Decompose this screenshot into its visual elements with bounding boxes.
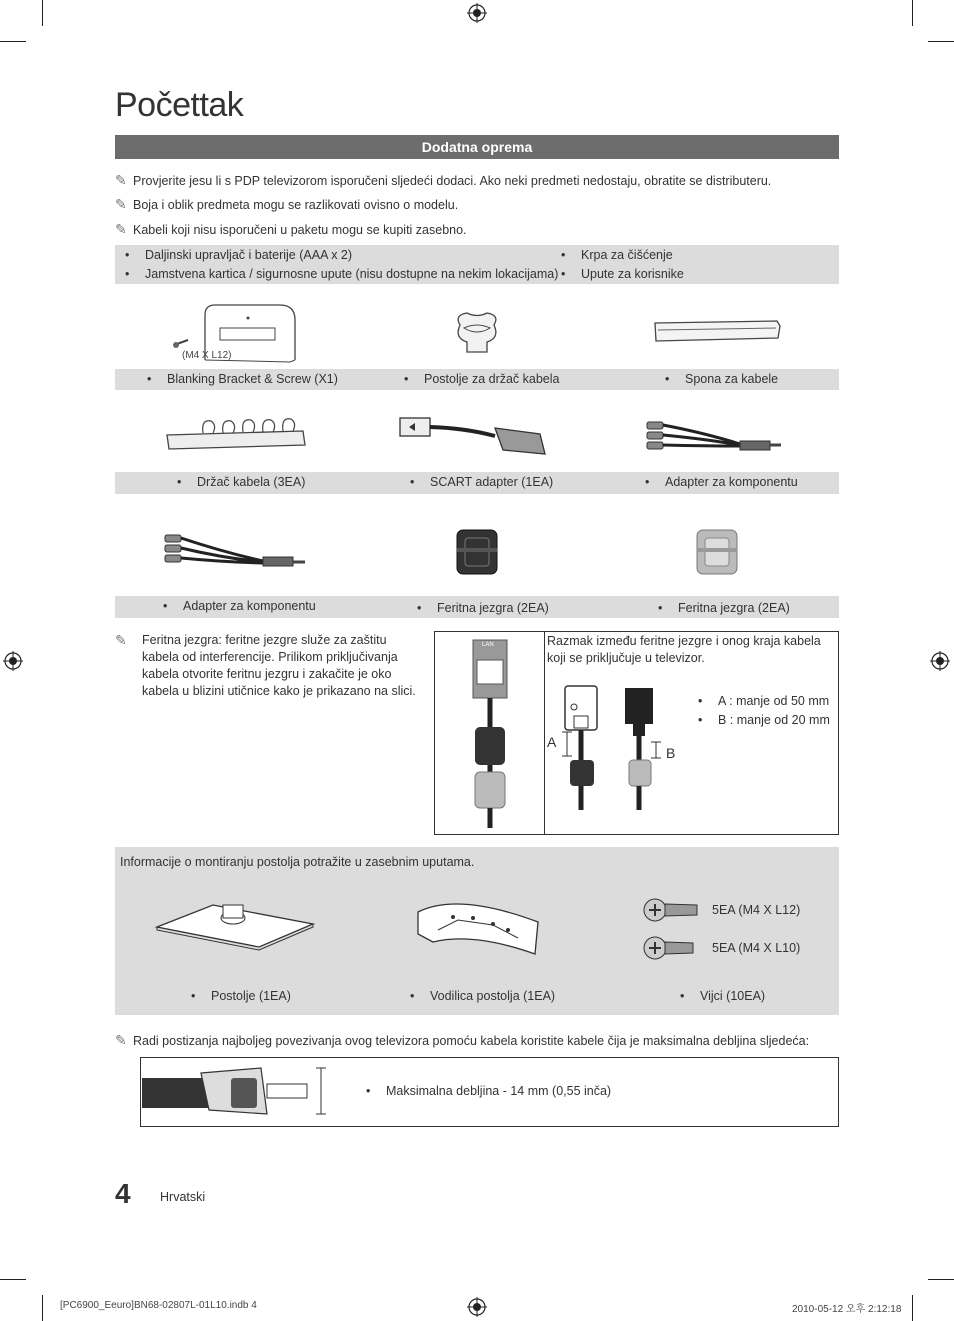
item-label: • Vodilica postolja (1EA)	[410, 989, 555, 1003]
screw-10-label: 5EA (M4 X L10)	[712, 941, 801, 955]
item-label: • Postolje za držač kabela	[404, 372, 560, 386]
crop-mark	[42, 1295, 43, 1321]
registration-mark-icon	[467, 3, 487, 23]
page-title: Počettak	[115, 86, 244, 124]
distance-description: Razmak između feritne jezgre i onog kraja kabela koji se priključuje u televizor.	[547, 634, 821, 665]
footer-date: 2010-05-12 오후 2:12:18	[792, 1304, 902, 1315]
item-label: • Postolje (1EA)	[191, 989, 291, 1003]
pencil-note-icon: ✎	[115, 196, 127, 212]
distance-figure	[544, 631, 839, 835]
registration-mark-icon	[3, 651, 23, 671]
crop-mark	[42, 0, 43, 26]
crop-mark	[0, 41, 26, 42]
screw-m4-l12-icon	[643, 897, 698, 923]
footer-file: [PC6900_Eeuro]BN68-02807L-01L10.indb 4	[60, 1300, 257, 1311]
registration-mark-icon	[467, 1297, 487, 1317]
cable-thickness-box	[140, 1057, 839, 1127]
crop-mark	[0, 1279, 26, 1280]
stand-image	[155, 902, 315, 950]
list-item: • Upute za korisnike	[561, 267, 684, 281]
max-thickness: • Maksimalna debljina - 14 mm (0,55 inča)	[366, 1084, 611, 1098]
ferrite-note: ✎ Feritna jezgra: feritne jezgre služe za zaštitu kabela od interferencije. Prilikom priključivanja kabela otvorite feritnu jezgru i zakačite je oko kabela u blizini utičnice kako je prikazano na slici.	[115, 632, 416, 698]
crop-mark	[928, 1279, 954, 1280]
cable-holder-stand-image	[452, 310, 502, 356]
cable-note: ✎ Radi postizanja najboljeg povezivanja ovog televizora pomoću kabela koristite kabele čija je maksimalna debljina sljedeća:	[115, 1032, 810, 1048]
marker-a: A	[547, 734, 557, 750]
lan-ferrite-figure	[434, 631, 546, 835]
item-label: • Adapter za komponentu	[163, 599, 316, 613]
crop-mark	[928, 41, 954, 42]
list-item: • Daljinski upravljač i baterije (AAA x 2)	[125, 248, 352, 262]
lan-label: LAN	[482, 642, 494, 648]
screw-size-label: (M4 X L12)	[182, 350, 232, 361]
item-label: • Feritna jezgra (2EA)	[658, 601, 790, 615]
item-label: • Adapter za komponentu	[645, 475, 798, 489]
component-adapter-image	[645, 408, 785, 458]
item-label: • SCART adapter (1EA)	[410, 475, 553, 489]
item-label: • Feritna jezgra (2EA)	[417, 601, 549, 615]
crop-mark	[912, 1295, 913, 1321]
component-adapter-image	[163, 527, 308, 573]
screw-m4-l10-icon	[643, 935, 695, 961]
stand-info: Informacije o montiranju postolja potražite u zasebnim uputama.	[120, 855, 475, 869]
item-row	[115, 596, 839, 618]
item-label: • Držač kabela (3EA)	[177, 475, 305, 489]
language-label: Hrvatski	[160, 1190, 206, 1204]
item-label: • Blanking Bracket & Screw (X1)	[147, 372, 338, 386]
list-item: • Krpa za čišćenje	[561, 248, 673, 262]
accessory-list	[115, 245, 839, 284]
marker-b: B	[666, 745, 676, 761]
cable-tie-image	[652, 318, 784, 344]
note-line: ✎ Kabeli koji nisu isporučeni u paketu mogu se kupiti zasebno.	[115, 221, 467, 237]
pencil-note-icon: ✎	[115, 1032, 127, 1048]
cable-thickness-image	[141, 1058, 341, 1126]
list-item: • Jamstvena kartica / sigurnosne upute (nisu dostupne na nekim lokacijama)	[125, 267, 558, 281]
scart-adapter-image	[395, 410, 553, 458]
stand-guide-image	[413, 892, 543, 962]
note-line: ✎ Boja i oblik predmeta mogu se razlikovati ovisno o modelu.	[115, 196, 459, 212]
crop-mark	[912, 0, 913, 26]
item-row	[115, 369, 839, 390]
item-label: • Spona za kabele	[665, 372, 778, 386]
ferrite-core-black-image	[454, 526, 500, 578]
item-row	[115, 472, 839, 494]
ferrite-core-gray-image	[694, 526, 740, 578]
distance-b: • B : manje od 20 mm	[698, 713, 830, 727]
pencil-note-icon: ✎	[115, 172, 127, 188]
screw-12-label: 5EA (M4 X L12)	[712, 903, 801, 917]
note-line: ✎ Provjerite jesu li s PDP televizorom isporučeni sljedeći dodaci. Ako neki predmeti nedostaju, obratite se distributeru.	[115, 172, 772, 188]
section-banner: Dodatna oprema	[115, 135, 839, 159]
distance-a: • A : manje od 50 mm	[698, 694, 829, 708]
item-label: • Vijci (10EA)	[680, 989, 765, 1003]
page-number: 4	[115, 1178, 131, 1209]
cable-holder-image	[163, 415, 308, 453]
registration-mark-icon	[930, 651, 950, 671]
pencil-note-icon: ✎	[115, 632, 127, 648]
pencil-note-icon: ✎	[115, 221, 127, 237]
stand-section	[115, 847, 839, 1015]
